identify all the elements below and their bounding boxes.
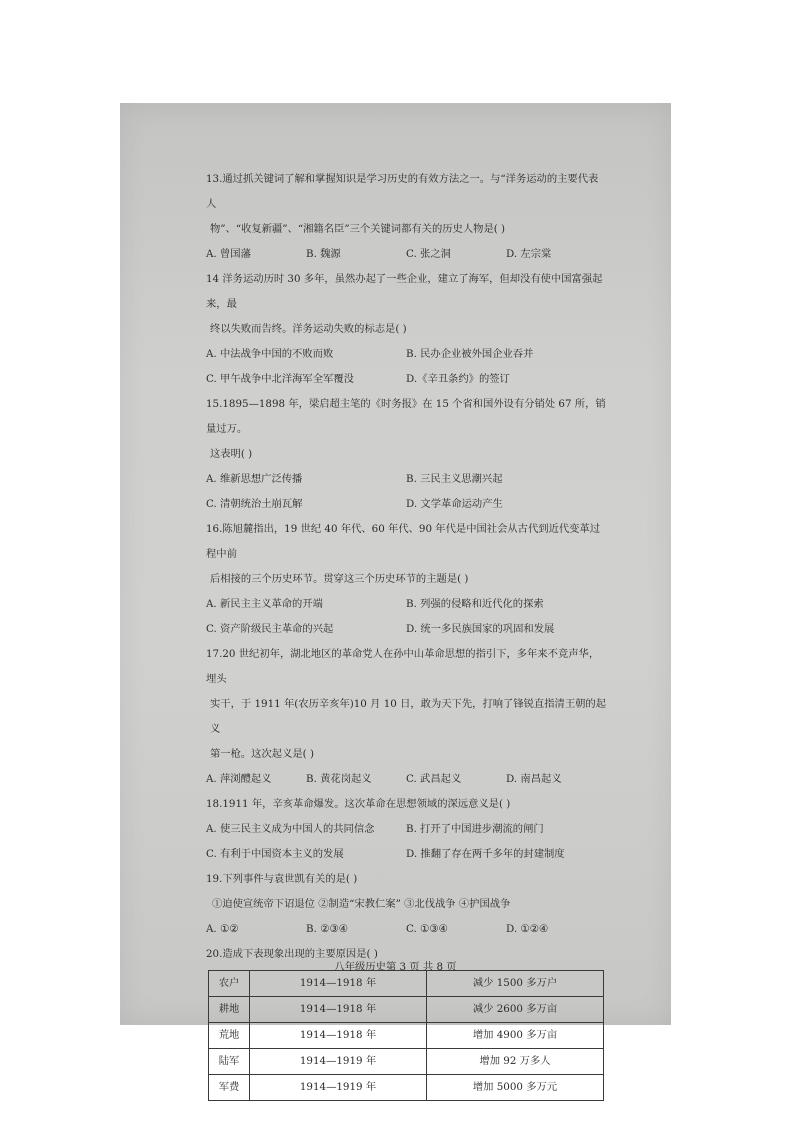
option-a: A. 新民主主义革命的开端 — [206, 598, 323, 610]
question-stem-line: 实干，于 1911 年(农历辛亥年)10 月 10 日，敢为天下先，打响了锋锐直指清王朝的起义 — [210, 698, 607, 735]
option-a: A. 中法战争中国的不败而败 — [206, 348, 334, 360]
table-cell: 农户 — [209, 971, 250, 997]
table-cell: 1914—1919 年 — [250, 1075, 427, 1101]
options — [206, 592, 606, 642]
question-17 — [206, 642, 606, 792]
question-stem-line: 第一枪。这次起义是( ) — [210, 748, 314, 760]
options — [206, 342, 606, 392]
table-cell: 1914—1919 年 — [250, 1049, 427, 1075]
option-c: C. 张之洞 — [406, 248, 451, 260]
question-19 — [206, 867, 606, 942]
table-cell: 耕地 — [209, 997, 250, 1023]
option-b: B. 三民主义思潮兴起 — [406, 473, 503, 485]
table-cell: 1914—1918 年 — [250, 1023, 427, 1049]
option-b: B. ②③④ — [306, 923, 348, 935]
question-stem-line: 后相接的三个历史环节。贯穿这三个历史环节的主题是( ) — [210, 573, 469, 585]
option-d: D. 推翻了存在两千多年的封建制度 — [406, 848, 565, 860]
table-cell: 1914—1918 年 — [250, 997, 427, 1023]
option-b: B. 打开了中国进步潮流的闸门 — [406, 823, 544, 835]
table-cell: 减少 2600 多万亩 — [427, 997, 604, 1023]
table-cell: 增加 4900 多万亩 — [427, 1023, 604, 1049]
option-d: D. ①②④ — [506, 923, 549, 935]
table-cell: 增加 5000 多万元 — [427, 1075, 604, 1101]
question-stem-line: 终以失败而告终。洋务运动失败的标志是( ) — [210, 323, 407, 335]
question-16 — [206, 517, 606, 642]
option-c: C. 清朝统治土崩瓦解 — [206, 498, 303, 510]
option-b: B. 黄花岗起义 — [306, 773, 372, 785]
table-cell: 军费 — [209, 1075, 250, 1101]
exam-page — [120, 103, 671, 1093]
question-stem-line: 17.20 世纪初年，湖北地区的革命党人在孙中山革命思想的指引下，多年来不竞声华，埋头 — [206, 648, 600, 685]
question-events: ①迫使宣统帝下诏退位 ②制造“宋教仁案” ③北伐战争 ④护国战争 — [212, 898, 511, 910]
question-stem-line: 15.1895—1898 年，梁启超主笔的《时务报》在 15 个省和国外设有分销处 67 所，销量过万。 — [206, 398, 606, 435]
options — [206, 767, 606, 792]
options — [206, 817, 606, 867]
table-row — [209, 1075, 604, 1101]
question-13 — [206, 167, 606, 267]
option-b: B. 列强的侵略和近代化的探索 — [406, 598, 544, 610]
table-cell: 陆军 — [209, 1049, 250, 1075]
option-d: D. 南昌起义 — [506, 773, 562, 785]
option-d: D. 左宗棠 — [506, 248, 552, 260]
question-18 — [206, 792, 606, 867]
option-b: B. 民办企业被外国企业吞并 — [406, 348, 534, 360]
options — [206, 467, 606, 517]
question-15 — [206, 392, 606, 517]
option-a: A. ①② — [206, 923, 239, 935]
question-stem-line: 18.1911 年，辛亥革命爆发。这次革命在思想领域的深远意义是( ) — [206, 798, 511, 810]
table-cell: 荒地 — [209, 1023, 250, 1049]
table-row — [209, 971, 604, 997]
table-cell: 增加 92 万多人 — [427, 1049, 604, 1075]
question-stem-line: 20.造成下表现象出现的主要原因是( ) — [206, 948, 378, 960]
table-row — [209, 1023, 604, 1049]
option-a: A. 维新思想广泛传播 — [206, 473, 303, 485]
option-c: C. 甲午战争中北洋海军全军覆没 — [206, 373, 354, 385]
table-cell: 1914—1918 年 — [250, 971, 427, 997]
option-d: D. 统一多民族国家的巩固和发展 — [406, 623, 555, 635]
option-a: A. 萍浏醴起义 — [206, 773, 272, 785]
question-stem-line: 物”、“收复新疆”、“湘籍名臣”三个关键词都有关的历史人物是( ) — [210, 223, 506, 235]
option-c: C. ①③④ — [406, 923, 448, 935]
option-d: D.《辛丑条约》的签订 — [406, 373, 510, 385]
page-footer: 八年级历史第 3 页 共 8 页 — [334, 961, 457, 973]
table-row — [209, 997, 604, 1023]
option-b: B. 魏源 — [306, 248, 341, 260]
question-stem-line: 这表明( ) — [210, 448, 253, 460]
question-14 — [206, 267, 606, 392]
option-a: A. 曾国藩 — [206, 248, 251, 260]
option-c: C. 有利于中国资本主义的发展 — [206, 848, 344, 860]
option-d: D. 文学革命运动产生 — [406, 498, 503, 510]
option-a: A. 使三民主义成为中国人的共同信念 — [206, 823, 375, 835]
table-cell: 减少 1500 多万户 — [427, 971, 604, 997]
question-stem-line: 13.通过抓关键词了解和掌握知识是学习历史的有效方法之一。与“洋务运动的主要代表人 — [206, 173, 599, 210]
options — [206, 917, 606, 942]
data-table — [208, 970, 604, 1101]
question-stem-line: 19.下列事件与袁世凯有关的是( ) — [206, 873, 358, 885]
question-stem-line: 16.陈旭麓指出，19 世纪 40 年代、60 年代、90 年代是中国社会从古代到近代变革过程中前 — [206, 523, 601, 560]
question-stem-line: 14 洋务运动历时 30 多年，虽然办起了一些企业，建立了海军，但却没有使中国富强起来，最 — [206, 273, 603, 310]
table-row — [209, 1049, 604, 1075]
option-c: C. 武昌起义 — [406, 773, 462, 785]
option-c: C. 资产阶级民主革命的兴起 — [206, 623, 334, 635]
options — [206, 242, 606, 267]
